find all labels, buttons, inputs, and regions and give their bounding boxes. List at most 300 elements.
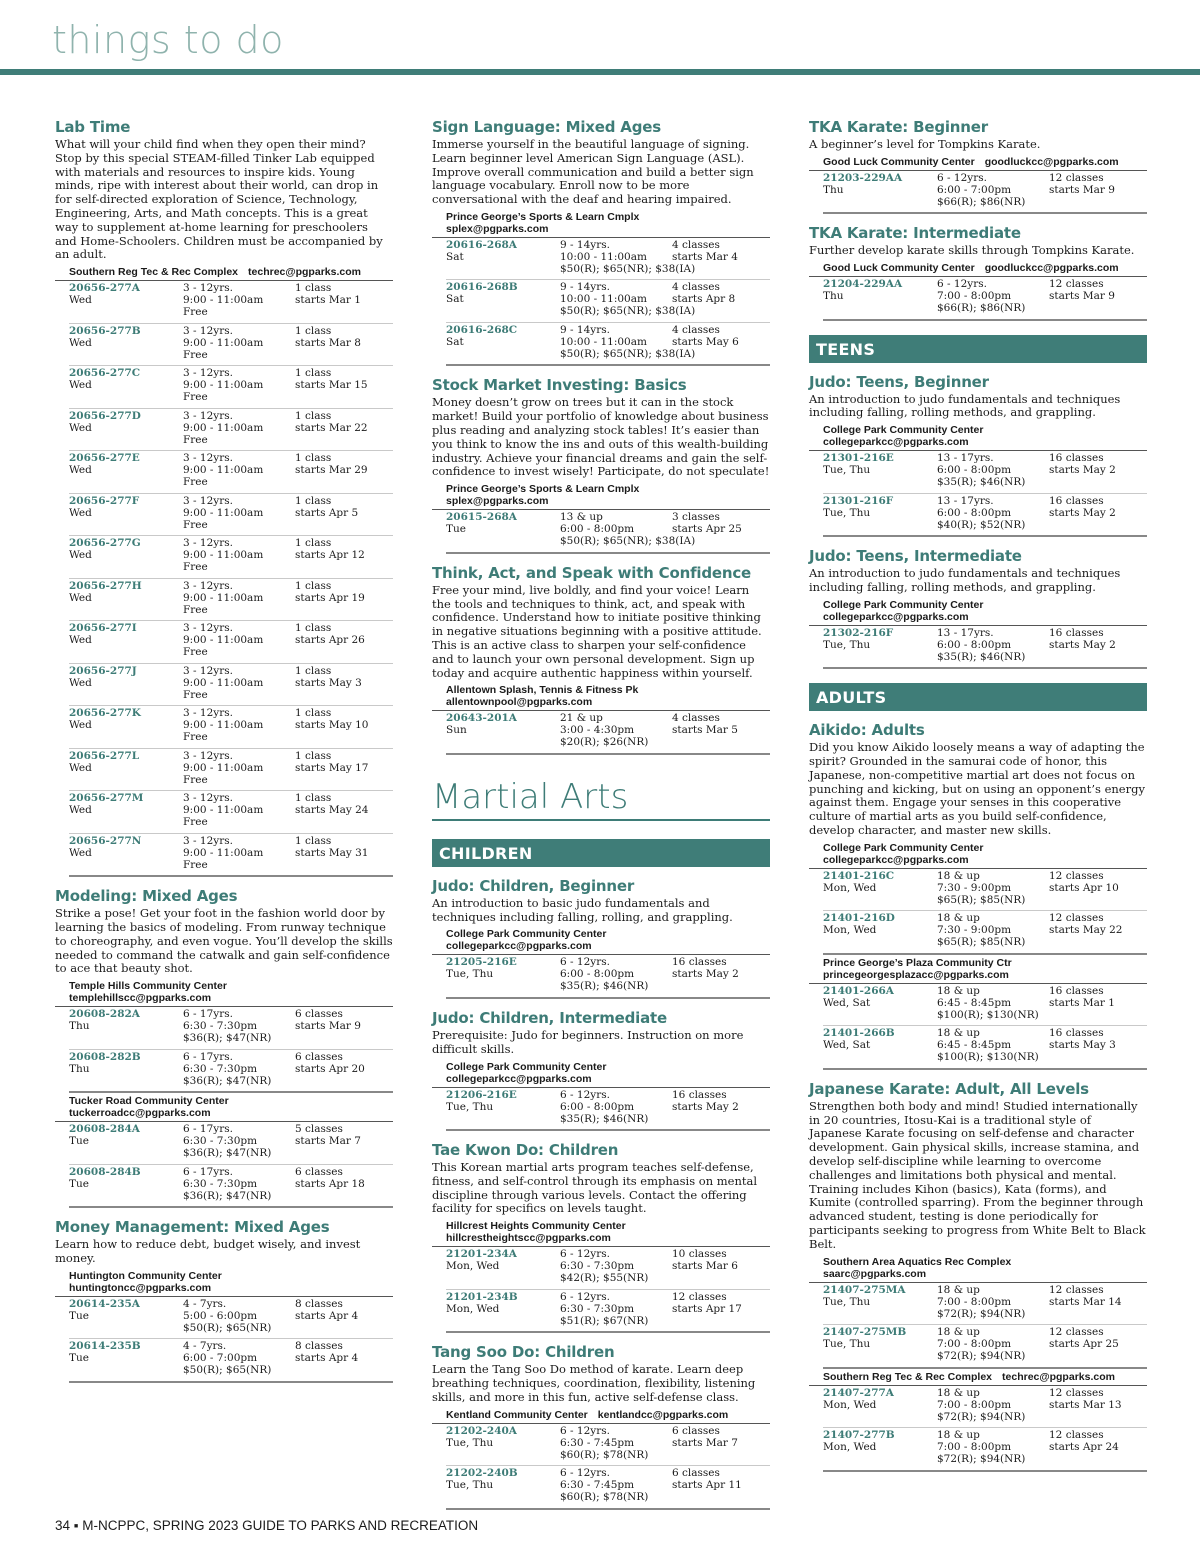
start-date: starts Apr 26 (295, 634, 365, 647)
class-fee: $72(R); $94(NR) (937, 1453, 1026, 1466)
activity-code[interactable]: 21401-266A (823, 984, 894, 997)
activity-code[interactable]: 20656-277A (69, 282, 140, 295)
course-description: An introduction to judo fundamentals and techniques including falling, rolling methods, and grappling. (809, 566, 1121, 594)
activity-code[interactable]: 21401-216C (823, 869, 895, 882)
class-fee: $50(R); $65(NR); $38(IA) (560, 535, 696, 548)
activity-code[interactable]: 21407-277B (823, 1429, 895, 1442)
start-date: starts May 2 (1049, 638, 1116, 651)
class-time: 6:00 - 7:00pm (937, 183, 1012, 196)
activity-code[interactable]: 21202-240B (446, 1467, 518, 1480)
location-name: College Park Community Center (823, 424, 984, 437)
activity-code[interactable]: 20656-277N (69, 834, 142, 847)
start-date: starts Mar 1 (295, 294, 361, 307)
class-time: 5:00 - 6:00pm (183, 1309, 258, 1322)
class-time: 6:45 - 8:45pm (937, 996, 1012, 1009)
class-fee: $100(R); $130(NR) (937, 1051, 1039, 1064)
age-range: 3 - 12yrs. (183, 749, 233, 762)
start-date: starts Mar 7 (295, 1135, 361, 1148)
class-days: Tue (69, 1309, 89, 1322)
location-email[interactable]: hillcrestheightscc@pgparks.com (446, 1232, 611, 1245)
activity-code[interactable]: 20614-235B (69, 1340, 141, 1353)
class-days: Thu (823, 183, 844, 196)
class-count: 12 classes (1049, 278, 1104, 291)
course-title: Judo: Children, Intermediate (432, 1008, 667, 1027)
class-time: 7:00 - 8:00pm (937, 1338, 1012, 1351)
course-description: An introduction to judo fundamentals and techniques including falling, rolling methods, and grappling. (809, 391, 1121, 420)
course-title: Japanese Karate: Adult, All Levels (809, 1079, 1089, 1098)
class-fee: Free (183, 773, 208, 786)
activity-code[interactable]: 20608-282A (69, 1008, 140, 1021)
schedule-row (823, 494, 1147, 538)
schedule-table (823, 869, 1147, 955)
schedule-table (823, 626, 1147, 670)
schedule-row (446, 1424, 770, 1467)
course-listing (55, 1218, 393, 1383)
course-title: Sign Language: Mixed Ages (432, 118, 661, 136)
location-email[interactable]: techrec@pgparks.com (248, 266, 361, 279)
schedule-row (446, 1290, 770, 1334)
class-fee: Free (183, 518, 208, 531)
class-time: 9:00 - 11:00am (183, 506, 264, 519)
class-time: 6:00 - 8:00pm (937, 638, 1012, 651)
age-range: 6 - 17yrs. (183, 1008, 233, 1021)
class-fee: Free (183, 433, 208, 446)
class-count: 12 classes (1049, 1326, 1104, 1339)
schedule-row (69, 1122, 393, 1165)
schedule-row (446, 238, 770, 281)
class-fee: $72(R); $94(NR) (937, 1350, 1026, 1363)
start-date: starts Apr 17 (672, 1302, 742, 1315)
location-name: Kentland Community Center (446, 1408, 588, 1421)
class-fee: $65(R); $85(NR) (937, 893, 1026, 906)
location-email[interactable]: templehillscc@pgparks.com (69, 992, 212, 1005)
age-range: 6 - 17yrs. (183, 1123, 233, 1136)
location-name: Southern Area Aquatics Rec Complex (823, 1255, 1012, 1268)
class-fee: $35(R); $46(NR) (937, 650, 1026, 663)
course-description: Free your mind, live boldly, and find your voice! Learn the tools and techniques to think, act, and speak with confidence. Understand how to initiate positive thinking in negative situations beginning with a positive attitude. This is an active class to sharpen your self-confidence and to launch your own personal development. Sign up today and acquire authentic happiness within yourself. (432, 582, 762, 680)
activity-code[interactable]: 21206-216E (446, 1088, 517, 1101)
class-days: Wed (69, 804, 92, 817)
class-time: 9:00 - 11:00am (183, 591, 264, 604)
schedule-table (446, 238, 770, 367)
activity-code[interactable]: 20616-268A (446, 238, 517, 251)
class-time: 6:30 - 7:30pm (560, 1302, 635, 1315)
class-days: Mon, Wed (446, 1260, 500, 1273)
activity-code[interactable]: 20608-282B (69, 1050, 141, 1063)
age-range: 3 - 12yrs. (183, 409, 233, 422)
course-description: Immerse yourself in the beautiful language of signing. Learn beginner level American Sign Language (ASL). Improve overall communication and build a better sign language vocabulary. Enroll now to be more conversational with the deaf and hearing impaired. (432, 137, 754, 207)
location-email[interactable]: huntingtoncc@pgparks.com (69, 1281, 212, 1294)
age-range: 3 - 12yrs. (183, 452, 233, 465)
location-header (809, 1254, 1147, 1283)
location-email[interactable]: goodluckcc@pgparks.com (984, 155, 1119, 168)
location-name: Huntington Community Center (69, 1269, 222, 1282)
class-time: 9:00 - 11:00am (183, 421, 264, 434)
class-count: 1 class (295, 579, 332, 592)
class-time: 6:30 - 7:30pm (183, 1062, 258, 1075)
location-email[interactable]: collegeparkcc@pgparks.com (446, 940, 592, 953)
class-fee: $36(R); $47(NR) (183, 1147, 272, 1160)
start-date: starts May 2 (1049, 506, 1116, 519)
class-fee: $50(R); $65(NR) (183, 1364, 272, 1377)
activity-code[interactable]: 20608-284B (69, 1165, 141, 1178)
activity-code[interactable]: 20656-277K (69, 707, 141, 720)
location-email[interactable]: kentlandcc@pgparks.com (597, 1408, 729, 1421)
schedule-table (823, 1283, 1147, 1369)
activity-code[interactable]: 21407-275MA (823, 1283, 906, 1296)
column-3 (809, 108, 1147, 1472)
age-range: 6 - 12yrs. (560, 1088, 610, 1101)
location-email[interactable]: collegeparkcc@pgparks.com (823, 436, 969, 449)
schedule-row (446, 955, 770, 999)
age-range: 18 & up (937, 869, 980, 882)
class-days: Tue, Thu (446, 968, 494, 981)
class-fee: $50(R); $65(NR) (183, 1321, 272, 1334)
class-count: 1 class (295, 707, 332, 720)
class-fee: $60(R); $78(NR) (560, 1491, 649, 1504)
age-range: 18 & up (937, 1027, 980, 1040)
class-time: 6:00 - 8:00pm (560, 523, 635, 536)
location-email[interactable]: allentownpool@pgparks.com (446, 696, 593, 709)
class-time: 10:00 - 11:00am (560, 335, 647, 348)
course-title: Aikido: Adults (809, 721, 925, 740)
location-email[interactable]: collegeparkcc@pgparks.com (823, 610, 969, 623)
class-days: Wed (69, 336, 92, 349)
class-time: 9:00 - 11:00am (183, 719, 264, 732)
class-fee: $51(R); $67(NR) (560, 1314, 649, 1327)
age-range: 6 - 12yrs. (560, 1424, 610, 1437)
location-name: Hillcrest Heights Community Center (446, 1220, 626, 1233)
schedule-row (69, 834, 393, 878)
age-range: 6 - 12yrs. (560, 1467, 610, 1480)
age-range: 6 - 12yrs. (560, 1248, 610, 1261)
class-time: 9:00 - 11:00am (183, 336, 264, 349)
class-days: Sat (446, 250, 464, 263)
class-days: Tue, Thu (446, 1100, 494, 1113)
class-time: 6:30 - 7:30pm (183, 1177, 258, 1190)
activity-code[interactable]: 20656-277G (69, 537, 141, 550)
location-header (809, 1369, 1147, 1386)
class-days: Tue (69, 1352, 89, 1365)
activity-code[interactable]: 20656-277D (69, 409, 141, 422)
location-name: Temple Hills Community Center (69, 980, 227, 993)
activity-code[interactable]: 21407-275MB (823, 1326, 907, 1339)
activity-code[interactable]: 20656-277H (69, 579, 142, 592)
class-days: Thu (69, 1062, 90, 1075)
class-days: Tue (69, 1135, 89, 1148)
location-email[interactable]: collegeparkcc@pgparks.com (446, 1072, 592, 1085)
course-description: Learn the Tang Soo Do method of karate. Learn deep breathing techniques, coordination, flexibility, listening skills, and more in this fun, active self-defense class. (432, 1362, 756, 1404)
location-name: Prince George’s Plaza Community Ctr (823, 956, 1012, 969)
location-email[interactable]: princegeorgesplazacc@pgparks.com (823, 968, 1009, 981)
schedule-row (69, 1050, 393, 1094)
schedule-row (823, 277, 1147, 321)
location-email[interactable]: collegeparkcc@pgparks.com (823, 853, 969, 866)
class-count: 6 classes (672, 1467, 720, 1480)
age-range: 6 - 17yrs. (183, 1165, 233, 1178)
class-time: 9:00 - 11:00am (183, 294, 264, 307)
location-name: College Park Community Center (446, 928, 607, 941)
class-count: 16 classes (1049, 626, 1104, 639)
start-date: starts Apr 11 (672, 1479, 742, 1492)
course-listing (432, 877, 770, 999)
class-fee: $66(R); $86(NR) (937, 302, 1026, 315)
start-date: starts May 10 (295, 719, 369, 732)
class-time: 10:00 - 11:00am (560, 250, 647, 263)
schedule-row (69, 1165, 393, 1209)
class-time: 9:00 - 11:00am (183, 634, 264, 647)
class-count: 12 classes (1049, 1429, 1104, 1442)
schedule-row (823, 1026, 1147, 1070)
class-days: Tue, Thu (823, 464, 871, 477)
start-date: starts Apr 18 (295, 1177, 365, 1190)
schedule-table (823, 277, 1147, 321)
age-range: 18 & up (937, 1386, 980, 1399)
activity-code[interactable]: 20616-268B (446, 281, 518, 294)
schedule-table (69, 1007, 393, 1093)
course-title: Judo: Teens, Intermediate (809, 547, 1022, 566)
activity-code[interactable]: 21201-234A (446, 1248, 517, 1261)
activity-code[interactable]: 21407-277A (823, 1386, 894, 1399)
class-days: Wed (69, 676, 92, 689)
age-range: 6 - 12yrs. (937, 171, 987, 184)
class-days: Wed (69, 549, 92, 562)
class-fee: Free (183, 858, 208, 871)
schedule-table (69, 1122, 393, 1208)
course-description: Further develop karate skills through Tompkins Karate. (809, 243, 1135, 258)
schedule-row (446, 510, 770, 554)
class-count: 8 classes (295, 1340, 343, 1353)
activity-code[interactable]: 20614-235A (69, 1297, 140, 1310)
class-days: Tue (69, 1177, 89, 1190)
class-days: Tue, Thu (446, 1436, 494, 1449)
class-fee: $36(R); $47(NR) (183, 1074, 272, 1087)
activity-code[interactable]: 21301-216E (823, 452, 894, 465)
class-days: Wed (69, 846, 92, 859)
start-date: starts May 3 (295, 676, 362, 689)
class-days: Sat (446, 335, 464, 348)
class-count: 4 classes (672, 712, 720, 725)
class-fee: Free (183, 306, 208, 319)
course-title: Judo: Teens, Beginner (809, 372, 989, 391)
class-count: 16 classes (672, 1088, 727, 1101)
activity-code[interactable]: 20656-277C (69, 367, 141, 380)
schedule-table (446, 1247, 770, 1333)
header-rule (0, 69, 1200, 75)
location-email[interactable]: goodluckcc@pgparks.com (984, 262, 1119, 275)
start-date: starts Apr 8 (672, 293, 736, 306)
course-listing (432, 1141, 770, 1333)
course-title: Modeling: Mixed Ages (55, 887, 238, 906)
start-date: starts Mar 7 (672, 1436, 738, 1449)
schedule-row (446, 1088, 770, 1132)
location-header (809, 422, 1147, 451)
start-date: starts Apr 4 (295, 1352, 359, 1365)
activity-code[interactable]: 20656-277F (69, 494, 140, 507)
course-listing (432, 1009, 770, 1131)
class-days: Wed, Sat (823, 1039, 871, 1052)
activity-code[interactable]: 20656-277L (69, 749, 140, 762)
class-count: 12 classes (1049, 912, 1104, 925)
class-days: Tue, Thu (446, 1479, 494, 1492)
start-date: starts Apr 19 (295, 591, 365, 604)
schedule-table (823, 984, 1147, 1070)
class-time: 9:00 - 11:00am (183, 379, 264, 392)
schedule-row (69, 664, 393, 707)
class-count: 6 classes (295, 1008, 343, 1021)
activity-code[interactable]: 20643-201A (446, 712, 517, 725)
course-listing (809, 1080, 1147, 1472)
location-email[interactable]: techrec@pgparks.com (1002, 1370, 1115, 1383)
class-fee: Free (183, 476, 208, 489)
class-fee: $50(R); $65(NR); $38(IA) (560, 305, 696, 318)
activity-code[interactable]: 21302-216F (823, 626, 894, 639)
class-count: 4 classes (672, 238, 720, 251)
start-date: starts Apr 24 (1049, 1441, 1119, 1454)
start-date: starts Mar 22 (295, 421, 368, 434)
age-range: 6 - 12yrs. (937, 278, 987, 291)
class-count: 1 class (295, 367, 332, 380)
activity-code[interactable]: 21205-216E (446, 956, 517, 969)
start-date: starts Apr 5 (295, 506, 359, 519)
location-email[interactable]: saarc@pgparks.com (823, 1267, 927, 1280)
column-2 (432, 108, 770, 1510)
course-listing (432, 118, 770, 366)
activity-code[interactable]: 20656-277M (69, 792, 144, 805)
class-time: 6:30 - 7:30pm (560, 1260, 635, 1273)
class-days: Wed (69, 634, 92, 647)
activity-code[interactable]: 21301-216F (823, 494, 894, 507)
class-time: 9:00 - 11:00am (183, 846, 264, 859)
location-email[interactable]: splex@pgparks.com (446, 222, 549, 235)
location-email[interactable]: tuckerroadcc@pgparks.com (69, 1107, 211, 1120)
age-range: 6 - 12yrs. (560, 1290, 610, 1303)
schedule-row (69, 791, 393, 834)
class-fee: $50(R); $65(NR); $38(IA) (560, 347, 696, 360)
course-title: TKA Karate: Beginner (809, 118, 988, 136)
activity-code[interactable]: 20616-268C (446, 323, 518, 336)
activity-code[interactable]: 20656-277E (69, 452, 140, 465)
class-fee: Free (183, 688, 208, 701)
schedule-table (69, 281, 393, 877)
class-time: 6:30 - 7:45pm (560, 1436, 635, 1449)
age-range: 13 - 17yrs. (937, 626, 994, 639)
course-title: TKA Karate: Intermediate (809, 224, 1021, 243)
column-1 (55, 108, 393, 1383)
start-date: starts May 2 (672, 1100, 739, 1113)
location-header (55, 1268, 393, 1297)
start-date: starts May 22 (1049, 924, 1123, 937)
class-days: Wed (69, 591, 92, 604)
section-heading: Martial Arts (432, 777, 770, 821)
class-time: 6:00 - 8:00pm (560, 1100, 635, 1113)
start-date: starts Apr 4 (295, 1309, 359, 1322)
activity-code[interactable]: 21201-234B (446, 1290, 518, 1303)
class-time: 10:00 - 11:00am (560, 293, 647, 306)
start-date: starts May 24 (295, 804, 369, 817)
age-range: 4 - 7yrs. (183, 1297, 227, 1310)
activity-code[interactable]: 21203-229AA (823, 171, 903, 184)
schedule-row (823, 1283, 1147, 1326)
location-name: Prince George’s Sports & Learn Cmplx (446, 210, 640, 223)
class-days: Tue, Thu (823, 638, 871, 651)
activity-code[interactable]: 21202-240A (446, 1424, 517, 1437)
age-range: 9 - 14yrs. (560, 323, 610, 336)
age-range: 3 - 12yrs. (183, 792, 233, 805)
location-header (809, 955, 1147, 984)
course-description: Prerequisite: Judo for beginners. Instruction on more difficult skills. (432, 1027, 744, 1056)
start-date: starts Mar 14 (1049, 1295, 1122, 1308)
class-fee: Free (183, 348, 208, 361)
class-time: 6:30 - 7:30pm (183, 1135, 258, 1148)
class-count: 1 class (295, 282, 332, 295)
location-header (55, 978, 393, 1007)
class-fee: Free (183, 816, 208, 829)
age-range: 13 - 17yrs. (937, 494, 994, 507)
class-count: 6 classes (295, 1050, 343, 1063)
age-range: 3 - 12yrs. (183, 494, 233, 507)
class-days: Tue (446, 523, 466, 536)
class-days: Wed (69, 464, 92, 477)
class-days: Mon, Wed (823, 924, 877, 937)
location-name: College Park Community Center (823, 841, 984, 854)
class-time: 7:00 - 8:00pm (937, 1441, 1012, 1454)
activity-code[interactable]: 21204-229AA (823, 278, 903, 291)
start-date: starts Mar 5 (672, 724, 738, 737)
class-count: 1 class (295, 494, 332, 507)
class-fee: $66(R); $86(NR) (937, 195, 1026, 208)
class-count: 12 classes (1049, 1283, 1104, 1296)
course-description: An introduction to basic judo fundamentals and techniques including falling, rolling, and grappling. (432, 895, 733, 924)
schedule-row (69, 451, 393, 494)
class-count: 1 class (295, 324, 332, 337)
class-fee: $72(R); $94(NR) (937, 1307, 1026, 1320)
class-time: 6:45 - 8:45pm (937, 1039, 1012, 1052)
location-email[interactable]: splex@pgparks.com (446, 495, 549, 508)
class-fee: Free (183, 561, 208, 574)
class-fee: $35(R); $46(NR) (560, 980, 649, 993)
class-time: 6:00 - 8:00pm (560, 968, 635, 981)
activity-code[interactable]: 20656-277I (69, 622, 137, 635)
class-days: Mon, Wed (823, 1398, 877, 1411)
class-time: 7:00 - 8:00pm (937, 1295, 1012, 1308)
activity-code[interactable]: 20608-284A (69, 1123, 140, 1136)
class-days: Wed (69, 379, 92, 392)
location-name: Allentown Splash, Tennis & Fitness Pk (446, 684, 639, 697)
course-title: Judo: Children, Beginner (432, 876, 635, 895)
activity-code[interactable]: 21401-266B (823, 1027, 895, 1040)
age-range: 21 & up (560, 712, 603, 725)
schedule-row (69, 494, 393, 537)
course-description: Learn how to reduce debt, budget wisely, and invest money. (55, 1237, 361, 1265)
activity-code[interactable]: 20615-268A (446, 511, 517, 524)
schedule-row (446, 323, 770, 367)
activity-code[interactable]: 20656-277B (69, 324, 141, 337)
activity-code[interactable]: 21401-216D (823, 912, 895, 925)
class-count: 4 classes (672, 323, 720, 336)
class-count: 4 classes (672, 281, 720, 294)
class-count: 16 classes (1049, 984, 1104, 997)
activity-code[interactable]: 20656-277J (69, 664, 137, 677)
course-description: A beginner’s level for Tompkins Karate. (809, 137, 1041, 151)
start-date: starts May 6 (672, 335, 739, 348)
class-days: Mon, Wed (823, 881, 877, 894)
class-fee: $65(R); $85(NR) (937, 936, 1026, 949)
schedule-row (69, 409, 393, 452)
class-fee: $60(R); $78(NR) (560, 1448, 649, 1461)
schedule-row (69, 621, 393, 664)
age-range: 3 - 12yrs. (183, 622, 233, 635)
